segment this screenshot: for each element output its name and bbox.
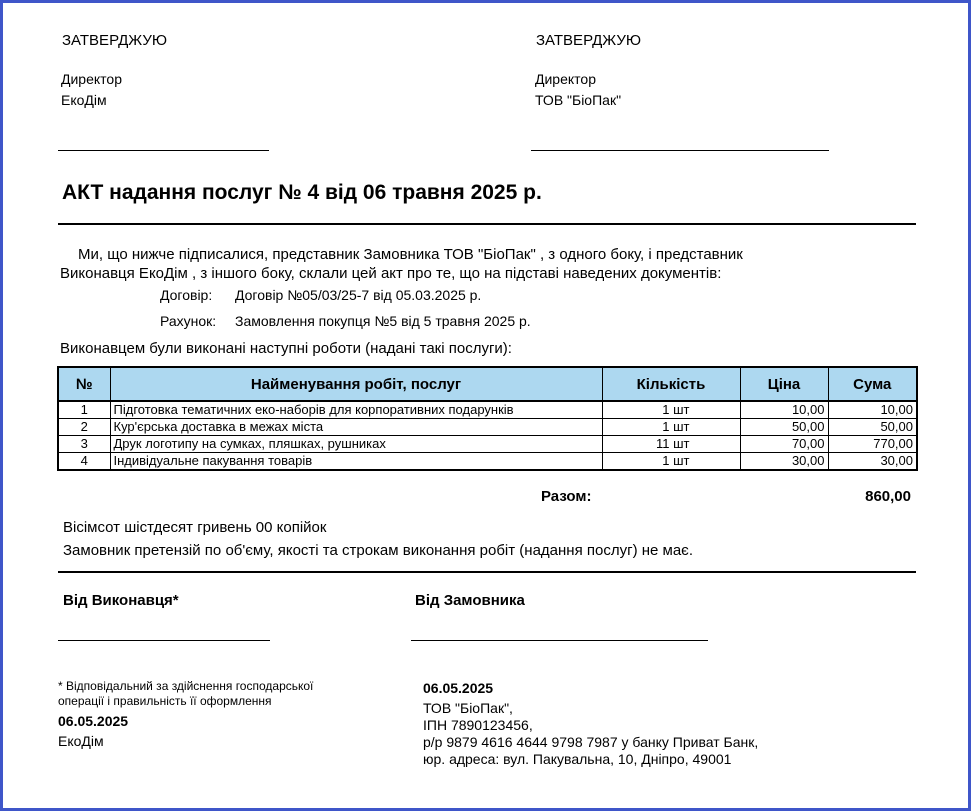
- approve-right-org: ТОВ "БіоПак": [535, 92, 622, 108]
- approve-right-position: Директор: [535, 71, 596, 87]
- total-label: Разом:: [541, 488, 592, 505]
- sign-right-line: [411, 640, 708, 641]
- invoice-label: Рахунок:: [160, 313, 217, 329]
- table-header-row: [58, 367, 917, 401]
- responsible-note-line-1: * Відповідальний за здійснення господарської: [58, 679, 314, 693]
- row-name: Індивідуальне пакування товарів: [110, 453, 602, 471]
- no-claims-statement: Замовник претензій по об'єму, якості та строкам виконання робіт (надання послуг) не має.: [63, 542, 693, 559]
- row-quantity: 11 шт: [602, 436, 740, 453]
- row-number: 2: [58, 419, 110, 436]
- table-row: [58, 453, 917, 471]
- header-name: Найменування робіт, послуг: [110, 367, 602, 401]
- contract-value: Договір №05/03/25-7 від 05.03.2025 р.: [235, 287, 482, 303]
- total-value: 860,00: [865, 488, 911, 505]
- sign-left-org: ЕкоДім: [58, 733, 104, 749]
- intro-line-2: Виконавця ЕкоДім , з іншого боку, склали цей акт про те, що на підставі наведених документів:: [60, 265, 722, 282]
- contract-label: Договір:: [160, 287, 213, 303]
- row-quantity: 1 шт: [602, 419, 740, 436]
- responsible-note-line-2: операції і правильність її оформлення: [58, 694, 272, 708]
- row-number: 4: [58, 453, 110, 471]
- row-price: 30,00: [740, 453, 828, 471]
- sign-left-date: 06.05.2025: [58, 713, 129, 729]
- approve-left-position: Директор: [61, 71, 122, 87]
- sign-right-org: ТОВ "БіоПак",: [423, 700, 513, 716]
- act-title: АКТ надання послуг № 4 від 06 травня 2025 р.: [62, 181, 542, 204]
- approve-left-org: ЕкоДім: [61, 92, 107, 108]
- row-sum: 770,00: [828, 436, 917, 453]
- intro-line-1: Ми, що нижче підписалися, представник Замовника ТОВ "БіоПак" , з одного боку, і представник: [78, 246, 743, 263]
- approve-right-signature-line: [531, 150, 829, 151]
- header-sum: Сума: [828, 367, 917, 401]
- row-number: 3: [58, 436, 110, 453]
- header-number: №: [58, 367, 110, 401]
- works-intro: Виконавцем були виконані наступні роботи (надані такі послуги):: [60, 340, 512, 357]
- row-quantity: 1 шт: [602, 453, 740, 471]
- sign-right-ipn: ІПН 7890123456,: [423, 717, 533, 733]
- table-row: [58, 419, 917, 436]
- sign-right-date: 06.05.2025: [423, 680, 494, 696]
- row-sum: 50,00: [828, 419, 917, 436]
- sign-right-address: юр. адреса: вул. Пакувальна, 10, Дніпро, 49001: [423, 751, 732, 767]
- header-quantity: Кількість: [602, 367, 740, 401]
- sign-right-account: р/р 9879 4616 4644 9798 7987 у банку Приват Банк,: [423, 734, 759, 750]
- row-quantity: 1 шт: [602, 401, 740, 419]
- works-table: [57, 366, 918, 471]
- approve-left-signature-line: [58, 150, 269, 151]
- approve-left-heading: ЗАТВЕРДЖУЮ: [62, 32, 168, 49]
- row-price: 10,00: [740, 401, 828, 419]
- row-name: Підготовка тематичних еко-наборів для корпоративних подарунків: [110, 401, 602, 419]
- amount-in-words: Вісімсот шістдесят гривень 00 копійок: [63, 519, 327, 536]
- table-row: [58, 401, 917, 419]
- row-price: 50,00: [740, 419, 828, 436]
- row-number: 1: [58, 401, 110, 419]
- sign-right-heading: Від Замовника: [415, 592, 525, 609]
- row-name: Кур'єрська доставка в межах міста: [110, 419, 602, 436]
- row-sum: 30,00: [828, 453, 917, 471]
- title-divider: [58, 223, 916, 225]
- row-price: 70,00: [740, 436, 828, 453]
- row-sum: 10,00: [828, 401, 917, 419]
- header-price: Ціна: [740, 367, 828, 401]
- table-row: [58, 436, 917, 453]
- sign-left-line: [58, 640, 270, 641]
- approve-right-heading: ЗАТВЕРДЖУЮ: [536, 32, 642, 49]
- row-name: Друк логотипу на сумках, пляшках, рушниках: [110, 436, 602, 453]
- sign-left-heading: Від Виконавця*: [63, 592, 179, 609]
- invoice-value: Замовлення покупця №5 від 5 травня 2025 р.: [235, 313, 531, 329]
- signatures-divider: [58, 571, 916, 573]
